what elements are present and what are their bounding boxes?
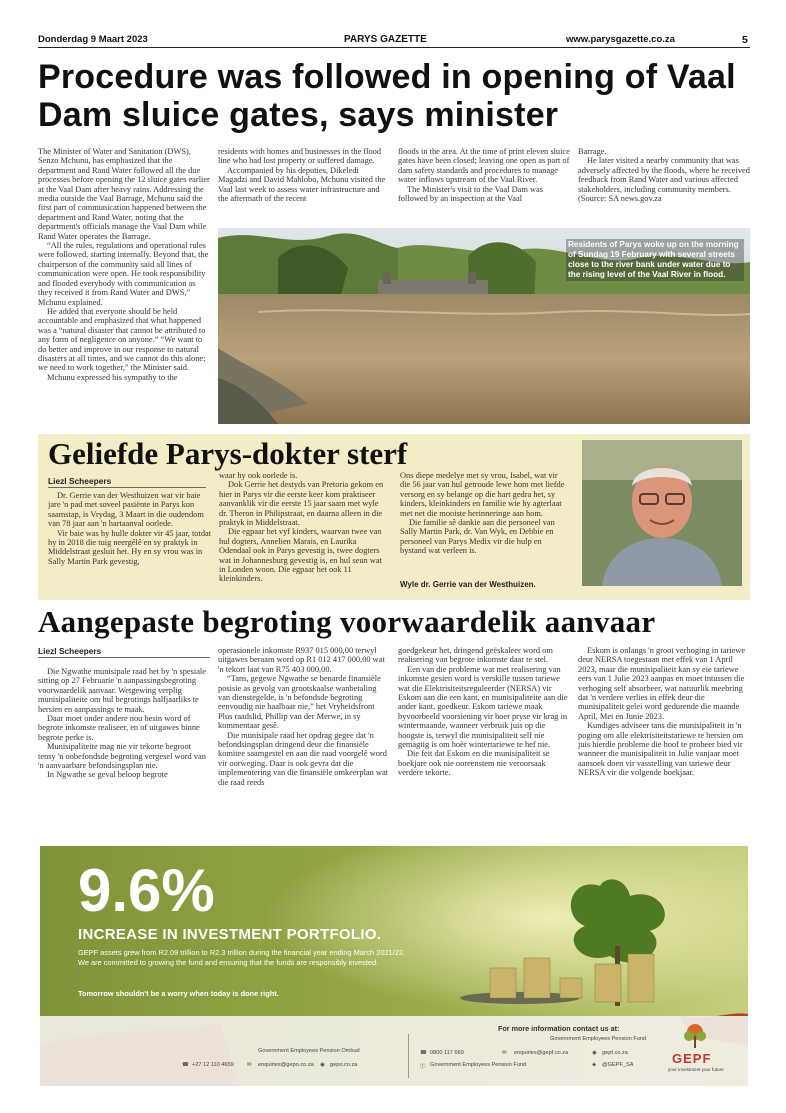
- obituary-headline: Geliefde Parys-dokter sterf: [48, 436, 408, 471]
- article3-col3-p1: goedgekeur het, dringend geëskaleer word om realisering van begrote inkomste daar te stel.: [398, 646, 553, 665]
- obituary-col2: [219, 471, 385, 593]
- article3-col4-p1: Eskom is onlangs 'n groot verhoging in tariewe deur NERSA toegestaan met effek van 1 April 2023, maar die munisipaliteit kan sy eie tariewe eers van 1 Julie 2023 aanpas en moet intussen die verhoging self absorbeer, wat natuurlik meebring dat 'n verdere verlies in effek deur die munisipaliteit gelei word gedurende die maande April, Mei en Junie 2023.: [578, 646, 746, 721]
- email-icon: ✉: [247, 1062, 252, 1068]
- gepf-advert[interactable]: [40, 846, 748, 1086]
- obituary-col1-p2: Vir baie was hy hulle dokter vir 45 jaar, totdat hy in 2018 die tuig neergêlê en sy praktyk in Middelstraat gesluit het. Hy en sy vrou was in Sally Martin Park gevestig,: [48, 528, 212, 566]
- globe-icon: ◉: [320, 1062, 325, 1068]
- article3-col1-p1: Die Ngwathe munisipale raad het by 'n spesiale sitting op 27 Februarie 'n aanpassingsbegroting voorwaardelik aanvaar. Wetgewing verplig munisipaliteite om hul begrotings halfjaarliks te hersien en aanpassings te maak.: [38, 667, 206, 714]
- article3-col4-p2: Kundiges adviseer tans die munisipaliteit in 'n poging om alle elektrisiteitstariewe te hersien om juis hierdie probleme die hoof te probeer bied vir wanneer die munisipaliteit in Julie vanjaar moet aansoek doen vir vasstelling van tariewe deur NERSA vir die volgende boekjaar.: [578, 721, 744, 778]
- fund-globe-icon: ◉: [592, 1050, 597, 1056]
- contact-heading: For more information contact us at:: [498, 1024, 620, 1033]
- article1-col3-p1: floods in the area. At the time of print eleven sluice gates have been closed; leaving one open as part of dam safety standards and procedures to manage water inflows upstream of the Vaal River.: [398, 147, 570, 185]
- obituary-col2-p3: Die egpaar het vyf kinders, waarvan twee van hul dogters, Annelien Marais, en Laurika Odendaal ook in Parys gevestig is, twee dogters wat in Johannesburg gevestig is, en hul seun wat in Londen woon. Die egpaar het ook 11 kleinkinders.: [219, 527, 382, 584]
- obituary-col2-p2: Dok Gerrie het destyds van Pretoria gekom en hier in Parys vir die eerste keer kom praktiseer aanvanklik vir die eerste 15 jaar saam met wyle dr. Theron in Philipstraat, en daarna alleen in die praktyk in Middelstraat.: [219, 480, 384, 528]
- article1-col3: [398, 147, 570, 223]
- obituary-byline: Liezl Scheepers: [48, 476, 112, 486]
- ombud-website[interactable]: gepo.co.za: [330, 1062, 358, 1068]
- article3-col2-p3: Die munisipale raad het opdrag gegee dat 'n befondsingsplan dringend deur die finansiële komitee saamgestel en aan die raad voorgelê word vir oorweging. Daar is ook gevra dat die implementering van die finansiële omkeerplan wat die raad reeds: [218, 730, 388, 787]
- article1-col4-p2: He later visited a nearby community that was adversely affected by the floods, where he received feedback from Rand Water and various affected stakeholders, including community members. (Source: SA news.gov.za: [578, 156, 750, 204]
- fund-phone[interactable]: 0800 117 669: [430, 1050, 464, 1056]
- advert-body: GEPF assets grew from R2.09 trillion to R2.3 trillion during the financial year ending March 2021/22. We are committed to growing the fund and ensuring that the funds are responsibly invested.: [78, 948, 405, 967]
- fund-phone-icon: ☎: [420, 1050, 427, 1056]
- twitter-icon: ◈: [592, 1062, 597, 1068]
- article1-col2-p2: Accompanied by his deputies, Dikeledi Magadzi and David Mahlobo, Mchunu visited the Vaal last week to assess water infrastructure and the aftermath of the recent: [218, 165, 386, 204]
- article1-col1-p3: He added that everyone should be held accountable and emphasized that what happened was a “natural disaster that cannot be attributed to any form of negligence on anyone.” “We want to do better and improve in our response to natural disasters at all times, and we cannot do this alone; we need to work together,” the Minister said.: [38, 306, 206, 373]
- fund-facebook[interactable]: Government Employees Pension Fund: [430, 1062, 527, 1068]
- article1-col1-p2: “All the rules, regulations and operational rules were followed, starting internally. Beyond that, the chairperson of the community said all lines of communication were open. He took responsibility and flooded everybody with communication as they received it from Rand Water and DWS,” Mchunu explained.: [38, 241, 209, 307]
- website-link[interactable]: www.parysgazette.co.za: [566, 34, 675, 45]
- fund-email[interactable]: enquiries@gepf.co.za: [514, 1050, 569, 1056]
- article3-col1-p2: Daar moet onder andere nou besin word of begrote inkomste realiseer, en of uitgawes binne begrote perke is.: [38, 714, 200, 742]
- article3-col1: [38, 667, 210, 837]
- obituary-col1-p1: Dr. Gerrie van der Westhuizen wat vir baie jare 'n pad met soveel pasiënte in Parys kon saamstap, is Vrydag, 3 Maart in die oudendom van 78 jaar aan 'n hartaanval oorlede.: [48, 491, 204, 529]
- obituary-col3-p1: Ons diepe medelye met sy vrou, Isabel, wat vir die 56 jaar van hul getroude lewe hom met liefde versorg en sy belange op die hart gedra het, sy kinders, kleinkinders en familie wie hy agterlaat met net die mooiste herinneringe aan hom.: [400, 471, 565, 518]
- article3-col1-p4: In Ngwathe se geval beloop begrote: [47, 770, 168, 780]
- article3-col1-p3: Munisipaliteite mag nie vir tekorte begroot tensy 'n onbefondsde begroting vergesel word van 'n aanvaarbare befondsingsplan nie.: [38, 742, 206, 771]
- gepf-tree-logo-icon: [680, 1022, 710, 1052]
- article3-byline: Liezl Scheepers: [38, 646, 102, 656]
- ombud-name-label: Government Employees Pension Ombud: [258, 1048, 360, 1054]
- header-rule: [38, 47, 750, 48]
- article3-col2-p1: operasionele inkomste R937 015 000,00 terwyl uitgawes beraam word op R1 012 417 000,00 wat 'n tekort laat van R75 403 000,00.: [218, 646, 385, 674]
- issue-date: Donderdag 9 Maart 2023: [38, 34, 148, 45]
- advert-headline: INCREASE IN INVESTMENT PORTFOLIO.: [78, 926, 382, 943]
- article1-col1-p4: Mchunu expressed his sympathy to the: [47, 372, 178, 382]
- ombud-email[interactable]: enquiries@gepo.co.za: [258, 1062, 314, 1068]
- gepf-logo-subtitle: your investment your future: [668, 1067, 724, 1072]
- article3-col3-p2: Een van die probleme wat met realisering van inkomste gesien word is verskille tussen tariewe wat die Elektrisiteitsreguleerder (NERSA) vir Eskom aan die een kant, en munisipaliteite aan die ander kant, goedkeur. Eskom tariewe maak byvoorbeeld voorsiening vir hoer pryse vir krag in wintermaande, wanneer verbruik juis op die hoogste is, terwyl die munisipaliteit self nie gemagtig is om hoër wintertariewe te hef nie.: [398, 664, 568, 750]
- article3-col2-p2: “Tans, gegewe Ngwathe se benarde finansiële posisie as gevolg van grootskaalse wanbetaling van dienstegelde, is 'n befondsde begroting eenvoudig nie haalbaar nie,” het Vryheidsfront Plus raadslid, Phillip van der Merwe, in sy kommentaar gesê.: [218, 674, 381, 731]
- obituary-col3: [400, 471, 566, 593]
- article1-col4: [578, 147, 750, 223]
- article3-byline-rule: [38, 657, 210, 658]
- ombud-phone[interactable]: +27 12 110 4659: [192, 1062, 234, 1068]
- article1-col2-p1: residents with homes and businesses in the flood line who had lost property or suffered damage.: [218, 147, 382, 166]
- advert-percentage: 9.6%: [78, 857, 215, 924]
- gepf-logo-text: GEPF: [672, 1051, 712, 1066]
- page-number: 5: [742, 34, 748, 46]
- obituary-col2-p1: waar hy ook oorlede is.: [219, 471, 298, 480]
- portrait-image: [582, 440, 742, 586]
- article1-col4-p1: Barrage.: [578, 147, 607, 156]
- article1-col1: [38, 147, 210, 425]
- obituary-photo-caption: Wyle dr. Gerrie van der Westhuizen.: [400, 580, 536, 589]
- article1-headline: Procedure was followed in opening of Vaal Dam sluice gates, says minister: [38, 58, 736, 134]
- contact-divider: [408, 1034, 409, 1078]
- fund-website[interactable]: gepf.co.za: [602, 1050, 628, 1056]
- article3-col4: [578, 646, 750, 837]
- article3-col2: [218, 646, 390, 837]
- obituary-col3-p2: Die familie sê dankie aan die personeel van Sally Martin Park, dr. Van Wyk, en Debbie en personeel van Parys Medix vir die hulp en bystand wat verleen is.: [400, 518, 555, 556]
- article1-col1-p1: The Minister of Water and Sanitation (DWS), Senzo Mchunu, has emphasized that the department and Rand Water followed all the due processes before opening the 12 sluice gates earlier at the Vaal Dam after heavy rains. Addressing the media outside the Vaal Barrage, Mchunu said the first part of communication happened between the department and Rand Water, noting that the department's officials manage the Vaal Dam while Rand Water operates the Barrage.: [38, 147, 210, 241]
- article3-headline: Aangepaste begroting voorwaardelik aanvaar: [38, 604, 656, 639]
- phone-icon: ☎: [182, 1062, 189, 1068]
- article1-col2: [218, 147, 390, 223]
- article3-col3: [398, 646, 570, 837]
- obituary-col1: [48, 491, 214, 593]
- fund-name-label: Government Employees Pension Fund: [550, 1036, 647, 1042]
- fund-twitter[interactable]: @GEPF_SA: [602, 1062, 634, 1068]
- facebook-icon: Ⓣ: [420, 1064, 426, 1070]
- flood-photo-caption: Residents of Parys woke up on the morning of Sundag 19 February with several streets close to the river bank under water due to the rising level of the Vaal River in flood.: [566, 239, 744, 281]
- obituary-photo: [582, 440, 742, 586]
- paper-name: PARYS GAZETTE: [344, 34, 427, 45]
- article1-col3-p2: The Minister's visit to the Vaal Dam was followed by an inspection at the Vaal: [398, 184, 544, 204]
- obituary-byline-rule: [48, 487, 206, 488]
- advert-tagline: Tomorrow shouldn't be a worry when today is done right.: [78, 989, 279, 998]
- article3-col3-p3: Die feit dat Eskom en die munisipaliteit se boekjare ook nie ooreenstem nie veroorsaak verdere tekorte.: [398, 749, 550, 778]
- fund-email-icon: ✉: [502, 1050, 507, 1056]
